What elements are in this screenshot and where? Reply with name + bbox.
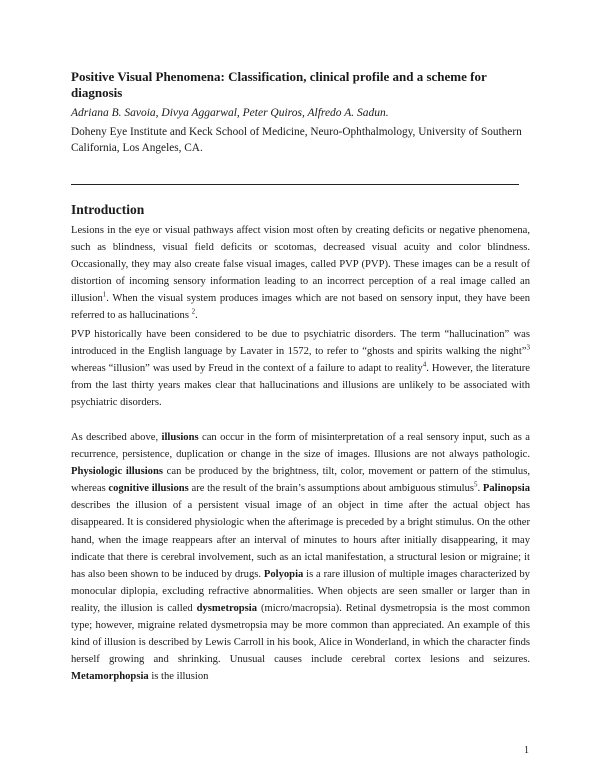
citation-superscript: 1	[102, 290, 107, 299]
divider-rule	[71, 184, 519, 185]
bold-term: cognitive illusions	[108, 483, 189, 495]
citation-superscript: 5	[474, 480, 478, 489]
page-number: 1	[524, 745, 529, 756]
body-paragraph: PVP historically have been considered to be due to psychiatric disorders. The term “hallucination” was introduced in the English language by Lavater in 1572, to refer to “ghosts and spirits walking the night”$^3$ whereas “illusion” was used by Freud in the context of a failure to adapt to reality$^4$. However, the literature from the last thirty years makes clear that hallucinations and illusions are unlikely to be associated with psychiatric disorders.	[71, 329, 530, 409]
affiliation: Doheny Eye Institute and Keck School of Medicine, Neuro-Ophthalmology, University of Southern California, Los Angeles, CA.	[71, 126, 522, 154]
bold-term: illusions	[161, 432, 199, 443]
bold-term: Polyopia	[263, 568, 304, 580]
body-paragraph: Lesions in the eye or visual pathways affect vision most often by creating deficits or negative phenomena, such as blindness, visual field deficits or scotomas, decreased visual acuity and color blindness. Occasionally, they may also create false visual images, called PVP (PVP). These images can be a result of distortion of incoming sensory information leading to an incorrect perception of a real image called an illusion$^1$. When the visual system produces images which are not based on sensory input, they have been referred to as hallucinations $^2$.	[71, 225, 530, 322]
author-list: Adriana B. Savoia, Divya Aggarwal, Peter Quiros, Alfredo A. Sadun.	[71, 107, 389, 119]
bold-term: Palinopsia	[482, 483, 530, 495]
section-heading-introduction: Introduction	[71, 202, 145, 217]
bold-term: Metamorphopsia	[71, 671, 149, 683]
citation-superscript: 3	[526, 343, 530, 352]
paper-title: Positive Visual Phenomena: Classification, clinical profile and a scheme for diagnosis	[71, 69, 487, 100]
body-paragraph: As described above, illusions can occur in the form of misinterpretation of a real sensory input, such as a recurrence, persistence, duplication or change in the size of images. Illusions are not always pathologic. Physiologic illusions can be produced by the brightness, tilt, color, movement or pattern of the stimulus, whereas cognitive illusions are the result of the brain’s assumptions about ambiguous stimulus$^5$. Palinopsia describes the illusion of a persistent visual image of an object in time after the actual object has disappeared. It is considered physiologic when the afterimage is preceded by a bright stimulus. On the other hand, when the image reappears after an interval of minutes to hours after initially disappearing, it may indicate that there is cerebral involvement, such as an ictal manifestation, a structural lesion or migraine; it has also been shown to be induced by drugs. Polyopia is a rare illusion of multiple images characterized by monocular diplopia, excluding refractive abnormalities. When objects are seen smaller or larger than in reality, the illusion is called dysmetropsia (micro/macropsia). Retinal dysmetropsia is the most common type; however, migraine related dysmetropsia may be more common than appreciated. An example of this kind of illusion is described by Lewis Carroll in his book, Alice in Wonderland, in which the character finds herself growing and shrinking. Unusual causes include cerebral cortex lesions and seizures. Metamorphopsia is the illusion	[71, 432, 530, 683]
bold-term: dysmetropsia	[196, 602, 258, 614]
citation-superscript: 4	[422, 360, 427, 369]
bold-term: Physiologic illusions	[71, 466, 163, 478]
citation-superscript: 2	[191, 307, 196, 316]
